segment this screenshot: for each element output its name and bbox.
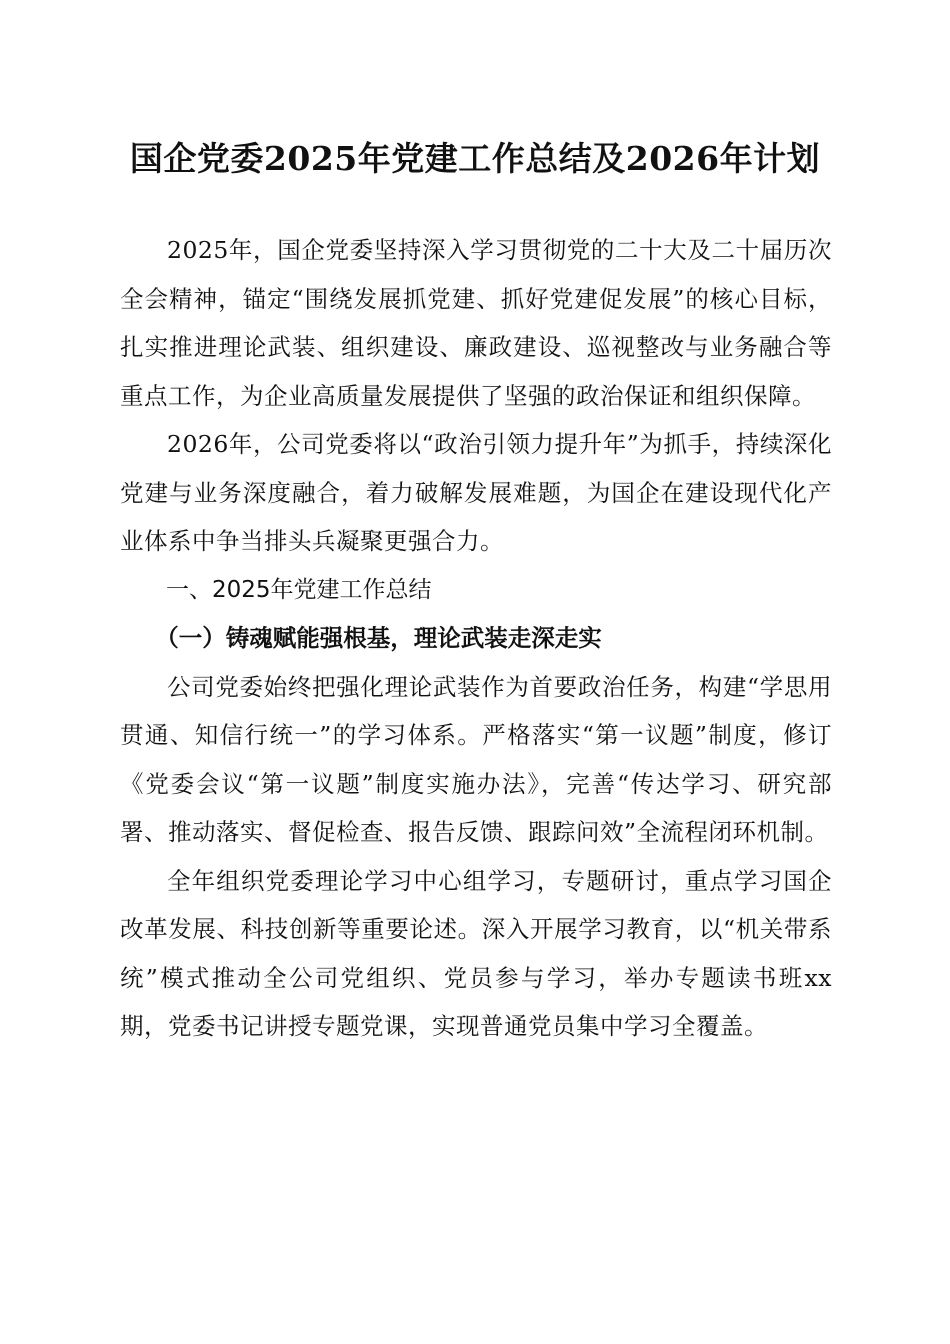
document-title: 国企党委2025年党建工作总结及2026年计划 xyxy=(129,139,821,178)
document-body xyxy=(120,226,832,1051)
subsection-heading: （一）铸魂赋能强根基，理论武装走深走实 xyxy=(155,624,602,652)
intro-paragraph-1: 2025年，国企党委坚持深入学习贯彻党的二十大及二十届历次全会精神，锚定“围绕发展抓党建、抓好党建促发展”的核心目标，扎实推进理论武装、组织建设、廉政建设、巡视整改与业务融合等重点工作，为企业高质量发展提供了坚强的政治保证和组织保障。 xyxy=(120,236,832,410)
section-paragraph-2: 全年组织党委理论学习中心组学习，专题研讨，重点学习国企改革发展、科技创新等重要论述。深入开展学习教育，以“机关带系统”模式推动全公司党组织、党员参与学习，举办专题读书班xx期，党委书记讲授专题党课，实现普通党员集中学习全覆盖。 xyxy=(120,866,832,1040)
intro-paragraph-2: 2026年，公司党委将以“政治引领力提升年”为抓手，持续深化党建与业务深度融合，着力破解发展难题，为国企在建设现代化产业体系中争当排头兵凝聚更强合力。 xyxy=(120,430,832,555)
section-heading: 一、2025年党建工作总结 xyxy=(166,576,432,603)
section-paragraph-1: 公司党委始终把强化理论武装作为首要政治任务，构建“学思用贯通、知信行统一”的学习体系。严格落实“第一议题”制度，修订《党委会议“第一议题”制度实施办法》，完善“传达学习、研究部署、推动落实、督促检查、报告反馈、跟踪问效”全流程闭环机制。 xyxy=(120,672,832,846)
